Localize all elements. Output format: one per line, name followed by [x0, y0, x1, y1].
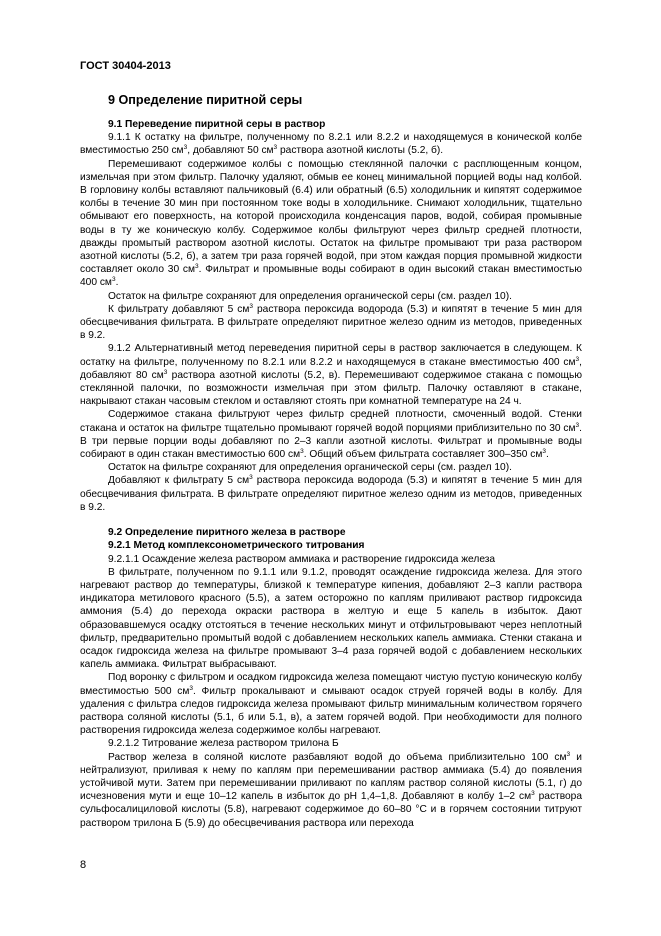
paragraph: В фильтрате, полученном по 9.1.1 или 9.1.2, проводят осаждение гидроксида железа. Для этого нагревают раствор до температуры, близкой к температуре кипения, добавляют 2–3 капли раствора индикатора метилового красного (5.5), а затем осторожно по каплям приливают раствор гидроксида аммония (5.4) до перехода окраски раствора в желтую и еще 5 капель в избыток. Дают образовавшемуся осадку отстояться в течение нескольких минут и отфильтровывают через неплотный фильтр, предварительно промытый водой с добавлением нескольких капель аммиака. Стенки стакана и осадок гидроксида железа на фильтре промывают 3–4 раза горячей водой с добавлением нескольких капель аммиака. Фильтрат выбрасывают.: [80, 566, 582, 671]
paragraph: Раствор железа в соляной кислоте разбавляют водой до объема приблизительно 100 $см^3$ и нейтрализуют, приливая к нему по каплям при перемешивании раствор аммиака (5.4) до появления устойчивой мути. Затем при перемешивании приливают по каплям раствор соляной кислоты (5.1, г) до исчезновения мути и еще 10–12 капель в избыток до рН 1,4–1,8. Добавляют в колбу 1–2 $см^3$ раствора сульфосалициловой кислоты (5.8), нагревают содержимое до 60–80 °С и в горячем состоянии титруют раствором трилона Б (5.9) до обесцвечивания раствора или перехода: [80, 750, 583, 829]
subsection-heading-9-2-1: 9.2.1 Метод комплексонометрического титрования: [108, 540, 365, 552]
document-body: [80, 92, 582, 830]
subsection-heading-9-1: 9.1 Переведение пиритной серы в раствор: [108, 119, 326, 130]
paragraph: Добавляют к фильтрату 5 $см^3$ раствора пероксида водорода (5.3) и кипятят в течение 5 мин для обесцвечивания фильтрата. В фильтрате определяют пиритное железо одним из методов, приведенных в 9.2.: [80, 474, 583, 513]
paragraph: Остаток на фильтре сохраняют для определения органической серы (см. раздел 10).: [108, 290, 512, 302]
paragraph: 9.1.1 К остатку на фильтре, полученному по 8.2.1 или 8.2.2 и находящемуся в конической колбе вместимостью 250 $см^3$, добавляют 50 $см^3$ раствора азотной кислоты (5.2, б).: [80, 132, 582, 157]
paragraph: Остаток на фильтре сохраняют для определения органической серы (см. раздел 10).: [108, 462, 512, 474]
paragraph: Перемешивают содержимое колбы с помощью стеклянной палочки с расплющенным концом, измельчая при этом фильтр. Палочку удаляют, обмыв ее конец минимальной порцией воды над колбой. В горловину колбы вставляют пальчиковый (6.4) или обратный (6.5) холодильник и кипятят содержимое колбы в течение 30 мин при постоянном токе воды в холодильнике. Снимают холодильник, тщательно обмывают его поверхность, на которой происходила конденсация паров, водой, собирая промывные воды в ту же коническую колбу. Содержимое колбы фильтруют через фильтр средней плотности, дважды промытый раствором азотной кислоты. Остаток на фильтре промывают три раза раствором азотной кислоты (5.2, б), а затем три раза горячей водой, при этом каждая порция промывной жидкости составляет около 30 $см^3$. Фильтрат и промывные воды собирают в один высокий стакан вместимостью 400 $см^3$.: [80, 158, 582, 289]
subsection-heading-9-2: 9.2 Определение пиритного железа в растворе: [108, 527, 346, 539]
paragraph: 9.1.2 Альтернативный метод переведения пиритной серы в раствор заключается в следующем. К остатку на фильтре, полученному по 8.2.1 или 8.2.2 и находящемуся в стакане вместимостью 400 $см^3$, добавляют 80 $см^3$ раствора азотной кислоты (5.2, в). Перемешивают содержимое стакана с помощью стеклянной палочки, по возможности измельчая при этом фильтр. Палочку оставляют в стакане, накрывают стакан часовым стеклом и оставляют стоять при комнатной температуре на 24 ч.: [80, 343, 582, 408]
paragraph: К фильтрату добавляют 5 $см^3$ раствора пероксида водорода (5.3) и кипятят в течение 5 мин для обесцвечивания фильтрата. В фильтрате определяют пиритное железо одним из методов, приведенных в 9.2.: [80, 302, 583, 342]
spacer: [80, 514, 582, 526]
paragraph: Под воронку с фильтром и осадком гидроксида железа помещают чистую пустую коническую колбу вместимостью 500 $см^3$. Фильтр прокалывают и смывают осадок струей горячей воды в колбу. Для удаления с фильтра следов гидроксида железа промывают фильтр минимальным количеством горячего раствора соляной кислоты (5.1, б или 5.1, в), а затем горячей водой. При необходимости для полного растворения гидроксида железа содержимое колбы нагревают.: [80, 672, 582, 737]
paragraph: Содержимое стакана фильтруют через фильтр средней плотности, смоченный водой. Стенки стакана и остаток на фильтре тщательно промывают горячей водой порциями приблизительно по 30 $см^3$. В три первые порции воды добавляют по 2–3 капли азотной кислоты. Фильтрат и промывные воды собирают в один стакан вместимостью 600 $см^3$. Общий объем фильтрата составляет 300–350 $см^3$.: [80, 409, 582, 461]
paragraph: 9.2.1.1 Осаждение железа раствором аммиака и растворение гидроксида железа: [108, 553, 496, 565]
paragraph: 9.2.1.2 Титрование железа раствором трилона Б: [108, 738, 339, 750]
document-header: ГОСТ 30404-2013: [80, 60, 171, 72]
page-number: 8: [80, 859, 87, 871]
section-title: 9 Определение пиритной серы: [108, 93, 303, 107]
